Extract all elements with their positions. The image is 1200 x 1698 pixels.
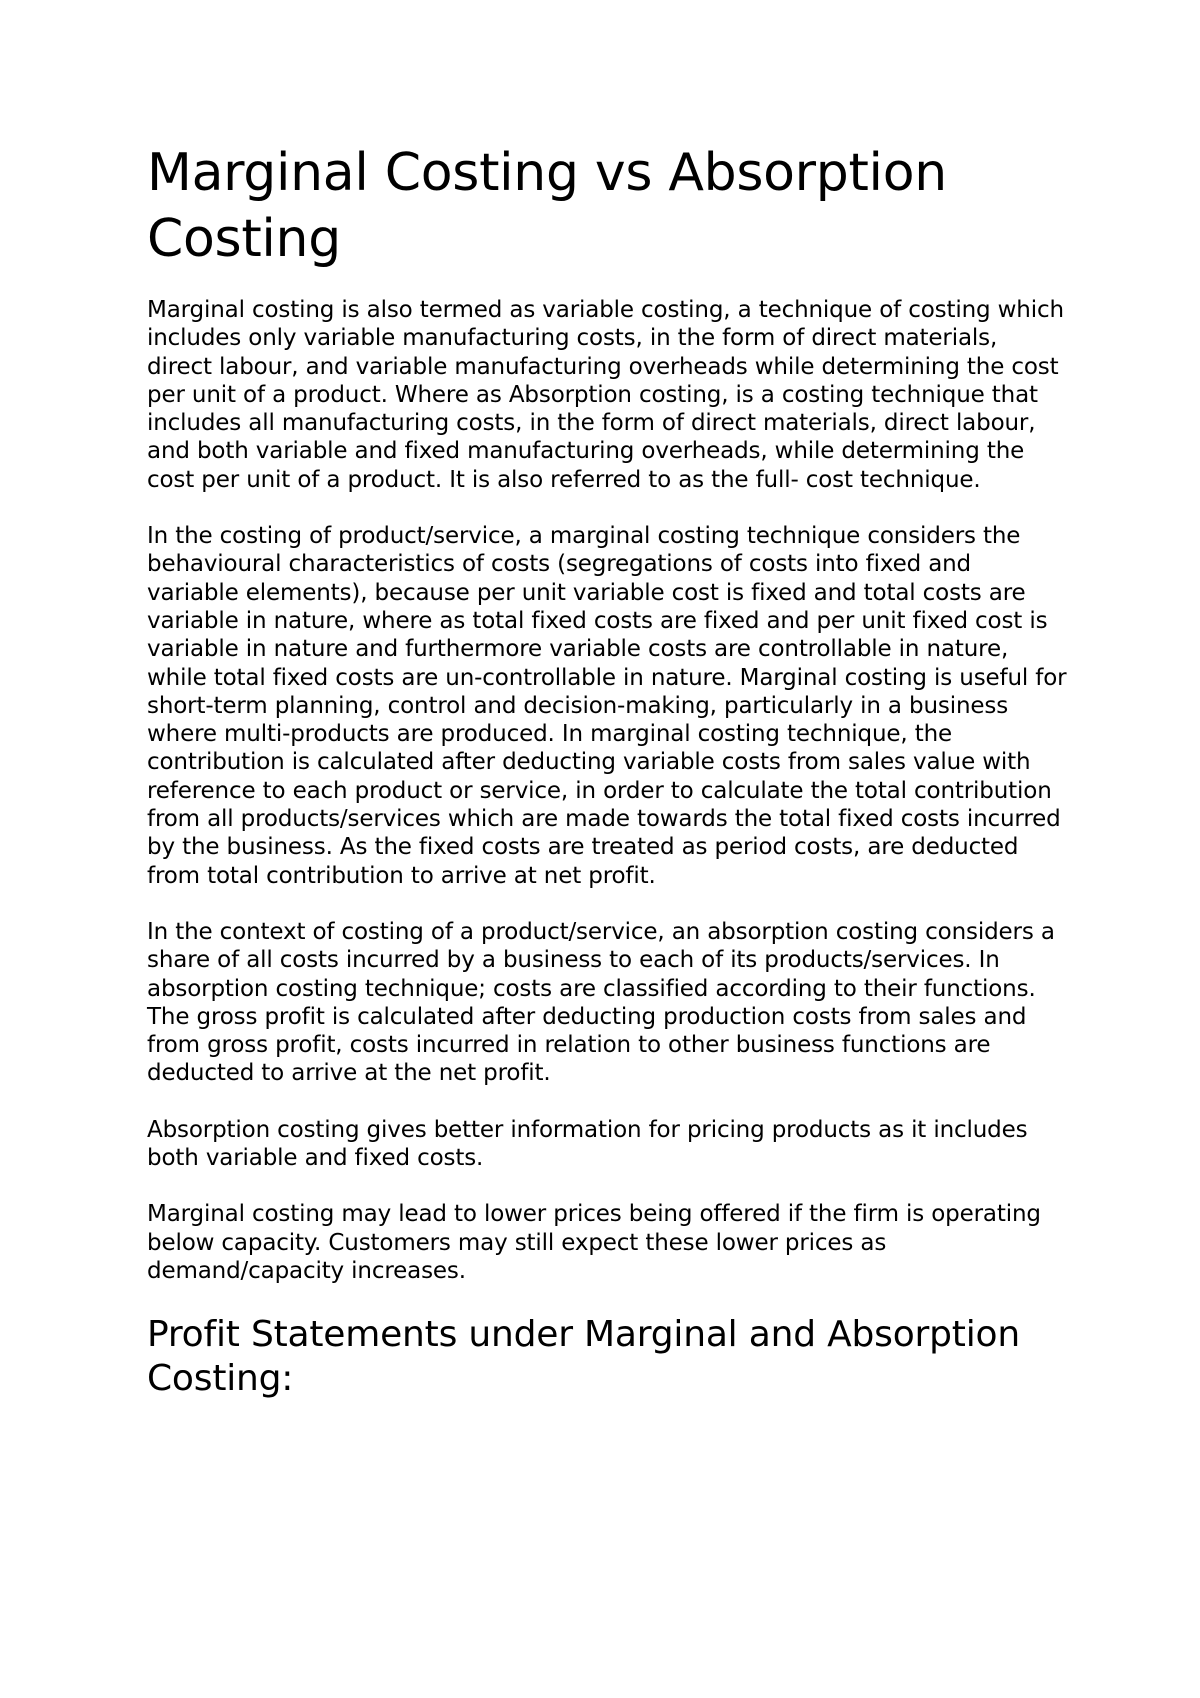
paragraph-absorption-technique: In the context of costing of a product/service, an absorption costing considers a share of all costs incurred by a business to each of its products/services. In absorption costing technique; costs are classified according to their functions. The gross profit is calculated after deducting production costs from sales and from gross profit, costs incurred in relation to other business functions are deducted to arrive at the net profit. — [147, 918, 1055, 1087]
document-title: Marginal Costing vs Absorption Costing — [147, 143, 947, 269]
paragraph-marginal-pricing: Marginal costing may lead to lower prices being offered if the firm is operating below capacity. Customers may still expect these lower prices as demand/capacity increases. — [147, 1201, 1041, 1284]
section-heading-profit-statements: Profit Statements under Marginal and Absorption Costing: — [147, 1314, 1020, 1400]
paragraph-marginal-definition: Marginal costing is also termed as variable costing, a technique of costing which includes only variable manufacturing costs, in the form of direct materials, direct labour, and variable manufacturing overheads while determining the cost per unit of a product. Where as Absorption costing, is a costing technique that includes all manufacturing costs, in the form of direct materials, direct labour, and both variable and fixed manufacturing overheads, while determining the cost per unit of a product. It is also referred to as the full- cost technique. — [147, 297, 1064, 493]
paragraph-marginal-technique: In the costing of product/service, a marginal costing technique considers the behavioural characteristics of costs (segregations of costs into fixed and variable elements), because per unit variable cost is fixed and total costs are variable in nature, where as total fixed costs are fixed and per unit fixed cost is variable in nature and furthermore variable costs are controllable in nature, while total fixed costs are un-controllable in nature. Marginal costing is useful for short-term planning, control and decision-making, particularly in a business where multi-products are produced. In marginal costing technique, the contribution is calculated after deducting variable costs from sales value with reference to each product or service, in order to calculate the total contribution from all products/services which are made towards the total fixed costs incurred by the business. As the fixed costs are treated as period costs, are deducted from total contribution to arrive at net profit. — [147, 523, 1067, 889]
document-page — [147, 140, 1067, 1401]
paragraph-absorption-pricing: Absorption costing gives better information for pricing products as it includes both variable and fixed costs. — [147, 1116, 1028, 1172]
